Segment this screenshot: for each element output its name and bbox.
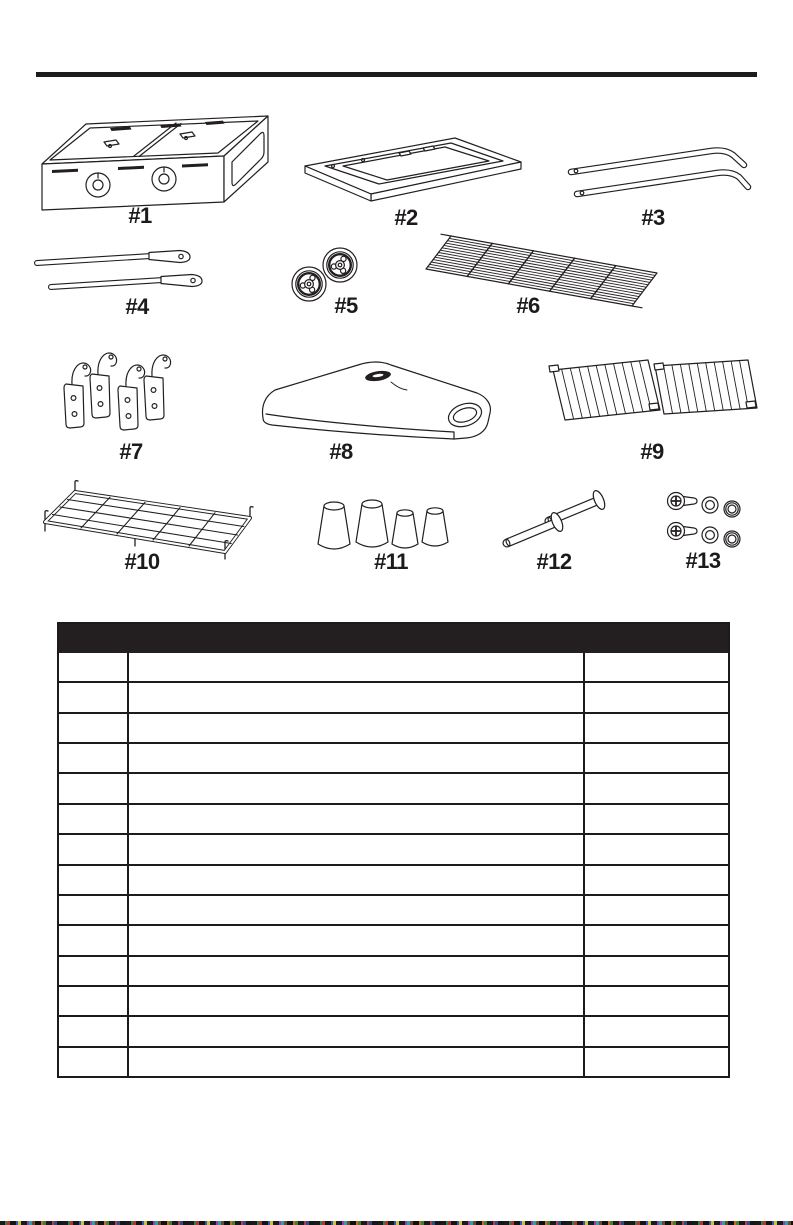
table-cell-no xyxy=(59,835,129,863)
table-cell-no xyxy=(59,987,129,1015)
table-row xyxy=(59,1046,728,1076)
table-cell-description xyxy=(129,714,583,742)
table-cell-qty xyxy=(583,683,728,711)
table-cell-description xyxy=(129,926,583,954)
part-label-4: #4 xyxy=(125,294,149,319)
table-cell-qty xyxy=(583,987,728,1015)
table-row xyxy=(59,712,728,742)
table-cell-description xyxy=(129,683,583,711)
table-cell-no xyxy=(59,957,129,985)
parts-table-body xyxy=(59,653,728,1076)
part-12-illustration axle-bolts-icon xyxy=(505,487,616,553)
part-label-11: #11 xyxy=(374,549,408,574)
table-row xyxy=(59,803,728,833)
part-6-illustration wire-grate-icon xyxy=(426,233,662,311)
table-cell-qty xyxy=(583,957,728,985)
table-cell-description xyxy=(129,957,583,985)
table-cell-qty xyxy=(583,835,728,863)
part-2-illustration base-tray-icon xyxy=(303,136,525,204)
parts-table-header-bar xyxy=(59,624,728,653)
part-1-illustration griddle-body-icon xyxy=(40,112,270,212)
table-cell-qty xyxy=(583,744,728,772)
table-cell-description xyxy=(129,1048,583,1076)
table-cell-description xyxy=(129,835,583,863)
table-cell-no xyxy=(59,805,129,833)
part-label-13: #13 xyxy=(685,548,721,573)
table-cell-qty xyxy=(583,1017,728,1045)
table-row xyxy=(59,864,728,894)
table-cell-qty xyxy=(583,866,728,894)
table-cell-description xyxy=(129,805,583,833)
table-cell-qty xyxy=(583,805,728,833)
table-row xyxy=(59,772,728,802)
table-cell-no xyxy=(59,683,129,711)
part-9-illustration griddle-plates-icon xyxy=(548,356,759,427)
table-cell-qty xyxy=(583,653,728,681)
table-row xyxy=(59,1015,728,1045)
part-11-illustration rubber-feet-icon xyxy=(318,496,453,554)
table-row xyxy=(59,833,728,863)
table-row xyxy=(59,894,728,924)
table-row xyxy=(59,985,728,1015)
table-row xyxy=(59,653,728,681)
table-cell-no xyxy=(59,1048,129,1076)
part-label-6: #6 xyxy=(516,293,540,318)
table-row xyxy=(59,924,728,954)
table-cell-no xyxy=(59,866,129,894)
part-13-illustration screws-washers-icon xyxy=(664,485,749,551)
part-label-7: #7 xyxy=(119,439,143,464)
part-label-5: #5 xyxy=(334,293,358,318)
table-cell-description xyxy=(129,1017,583,1045)
part-label-12: #12 xyxy=(536,549,572,574)
part-label-3: #3 xyxy=(641,205,665,230)
part-8-illustration lid-icon xyxy=(258,356,496,444)
table-cell-description xyxy=(129,866,583,894)
part-7-illustration hook-brackets-icon xyxy=(62,340,170,438)
part-label-1: #1 xyxy=(128,203,152,228)
table-cell-qty xyxy=(583,1048,728,1076)
table-cell-description xyxy=(129,987,583,1015)
table-row xyxy=(59,955,728,985)
table-cell-no xyxy=(59,714,129,742)
table-cell-description xyxy=(129,744,583,772)
part-label-9: #9 xyxy=(640,439,664,464)
part-label-8: #8 xyxy=(329,439,353,464)
section-divider-rule xyxy=(36,72,757,77)
table-cell-no xyxy=(59,926,129,954)
table-cell-description xyxy=(129,774,583,802)
table-cell-description xyxy=(129,896,583,924)
table-cell-qty xyxy=(583,926,728,954)
part-3-illustration bent-legs-icon xyxy=(563,142,750,206)
table-cell-no xyxy=(59,896,129,924)
table-cell-no xyxy=(59,744,129,772)
table-row xyxy=(59,742,728,772)
parts-table xyxy=(57,622,730,1078)
part-label-2: #2 xyxy=(394,205,418,230)
table-cell-no xyxy=(59,1017,129,1045)
scan-noise-strip xyxy=(0,1221,793,1225)
table-cell-qty xyxy=(583,714,728,742)
part-4-illustration straight-legs-icon xyxy=(33,250,201,296)
table-cell-no xyxy=(59,774,129,802)
table-cell-qty xyxy=(583,774,728,802)
part-10-illustration wire-shelf-icon xyxy=(42,480,253,560)
part-label-10: #10 xyxy=(124,549,160,574)
table-cell-description xyxy=(129,653,583,681)
table-cell-no xyxy=(59,653,129,681)
table-cell-qty xyxy=(583,896,728,924)
table-row xyxy=(59,681,728,711)
